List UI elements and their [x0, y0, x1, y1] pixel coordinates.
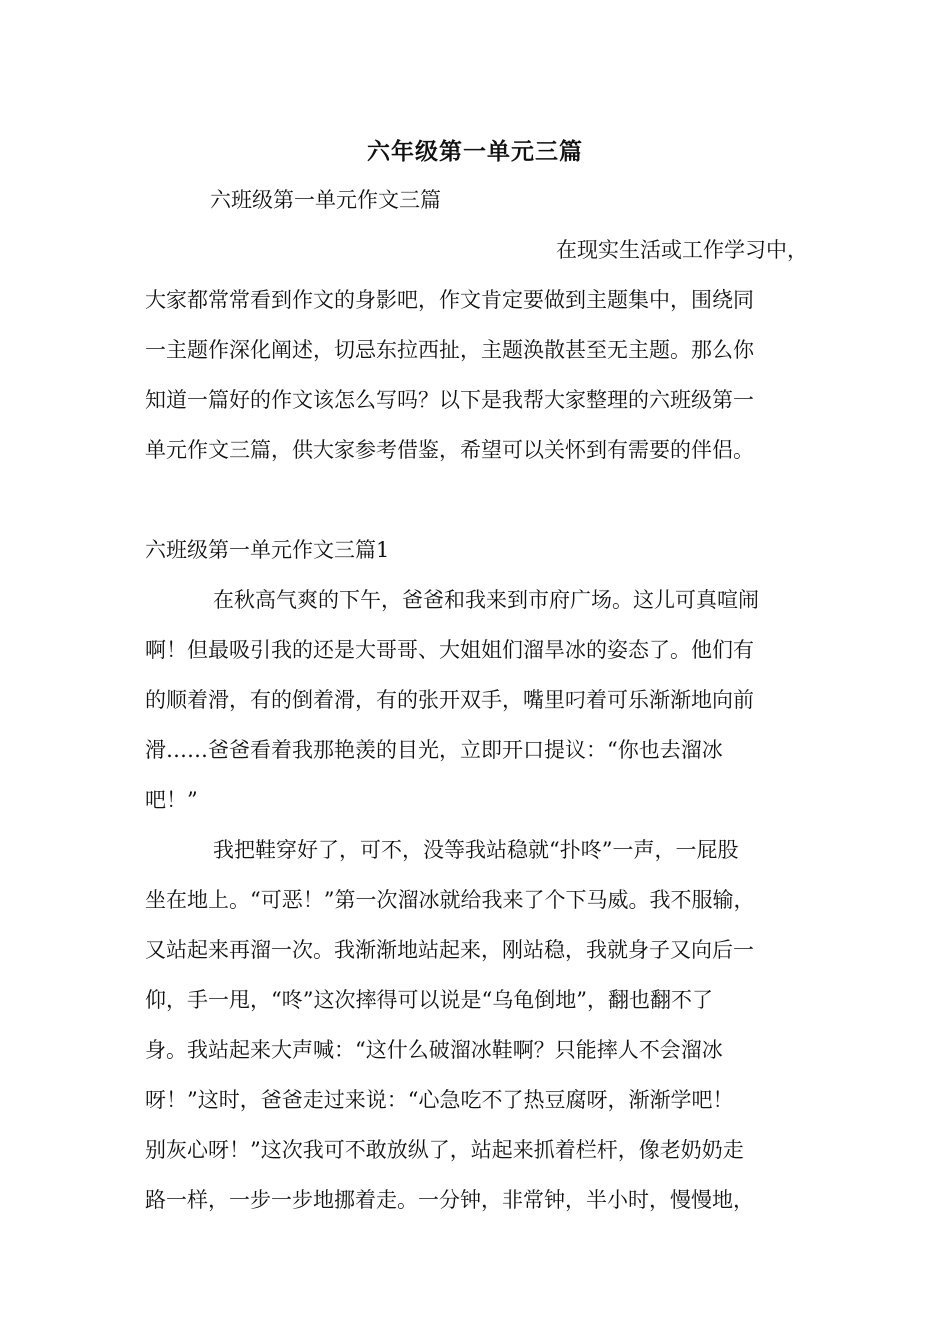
- paragraph-line: 滑……爸爸看着我那艳羡的目光，立即开口提议：“你也去溜冰: [145, 738, 723, 762]
- intro-line: 单元作文三篇，供大家参考借鉴，希望可以关怀到有需要的伴侣。: [145, 438, 754, 462]
- paragraph-line: 啊！但最吸引我的还是大哥哥、大姐姐们溜旱冰的姿态了。他们有: [145, 638, 754, 662]
- intro-line: 在现实生活或工作学习中，: [556, 238, 808, 262]
- paragraph-line: 呀！”这时，爸爸走过来说：“心急吃不了热豆腐呀，渐渐学吧！: [145, 1088, 734, 1112]
- paragraph-line: 的顺着滑，有的倒着滑，有的张开双手，嘴里叼着可乐渐渐地向前: [145, 688, 754, 712]
- paragraph-line: 身。我站起来大声喊：“这什么破溜冰鞋啊？只能摔人不会溜冰: [145, 1038, 723, 1062]
- section-heading: 六班级第一单元作文三篇1: [145, 538, 390, 562]
- paragraph-line: 坐在地上。“可恶！”第一次溜冰就给我来了个下马威。我不服输，: [145, 888, 755, 912]
- document-subtitle: 六班级第一单元作文三篇: [210, 188, 441, 212]
- intro-line: 知道一篇好的作文该怎么写吗？以下是我帮大家整理的六班级第一: [145, 388, 754, 412]
- paragraph-line: 别灰心呀！”这次我可不敢放纵了，站起来抓着栏杆，像老奶奶走: [145, 1138, 744, 1162]
- paragraph-line: 在秋高气爽的下午，爸爸和我来到市府广场。这儿可真喧闹: [213, 588, 759, 612]
- intro-line: 一主题作深化阐述，切忌东拉西扯，主题涣散甚至无主题。那么你: [145, 338, 754, 362]
- intro-line: 大家都常常看到作文的身影吧，作文肯定要做到主题集中，围绕同: [145, 288, 754, 312]
- paragraph-line: 我把鞋穿好了，可不，没等我站稳就“扑咚”一声，一屁股: [213, 838, 739, 862]
- document-title: 六年级第一单元三篇: [367, 138, 583, 165]
- paragraph-line: 又站起来再溜一次。我渐渐地站起来，刚站稳，我就身子又向后一: [145, 938, 754, 962]
- paragraph-line: 路一样，一步一步地挪着走。一分钟，非常钟，半小时，慢慢地，: [145, 1188, 754, 1212]
- paragraph-line: 吧！”: [145, 788, 198, 812]
- paragraph-line: 仰，手一甩，“咚”这次摔得可以说是“乌龟倒地”，翻也翻不了: [145, 988, 713, 1012]
